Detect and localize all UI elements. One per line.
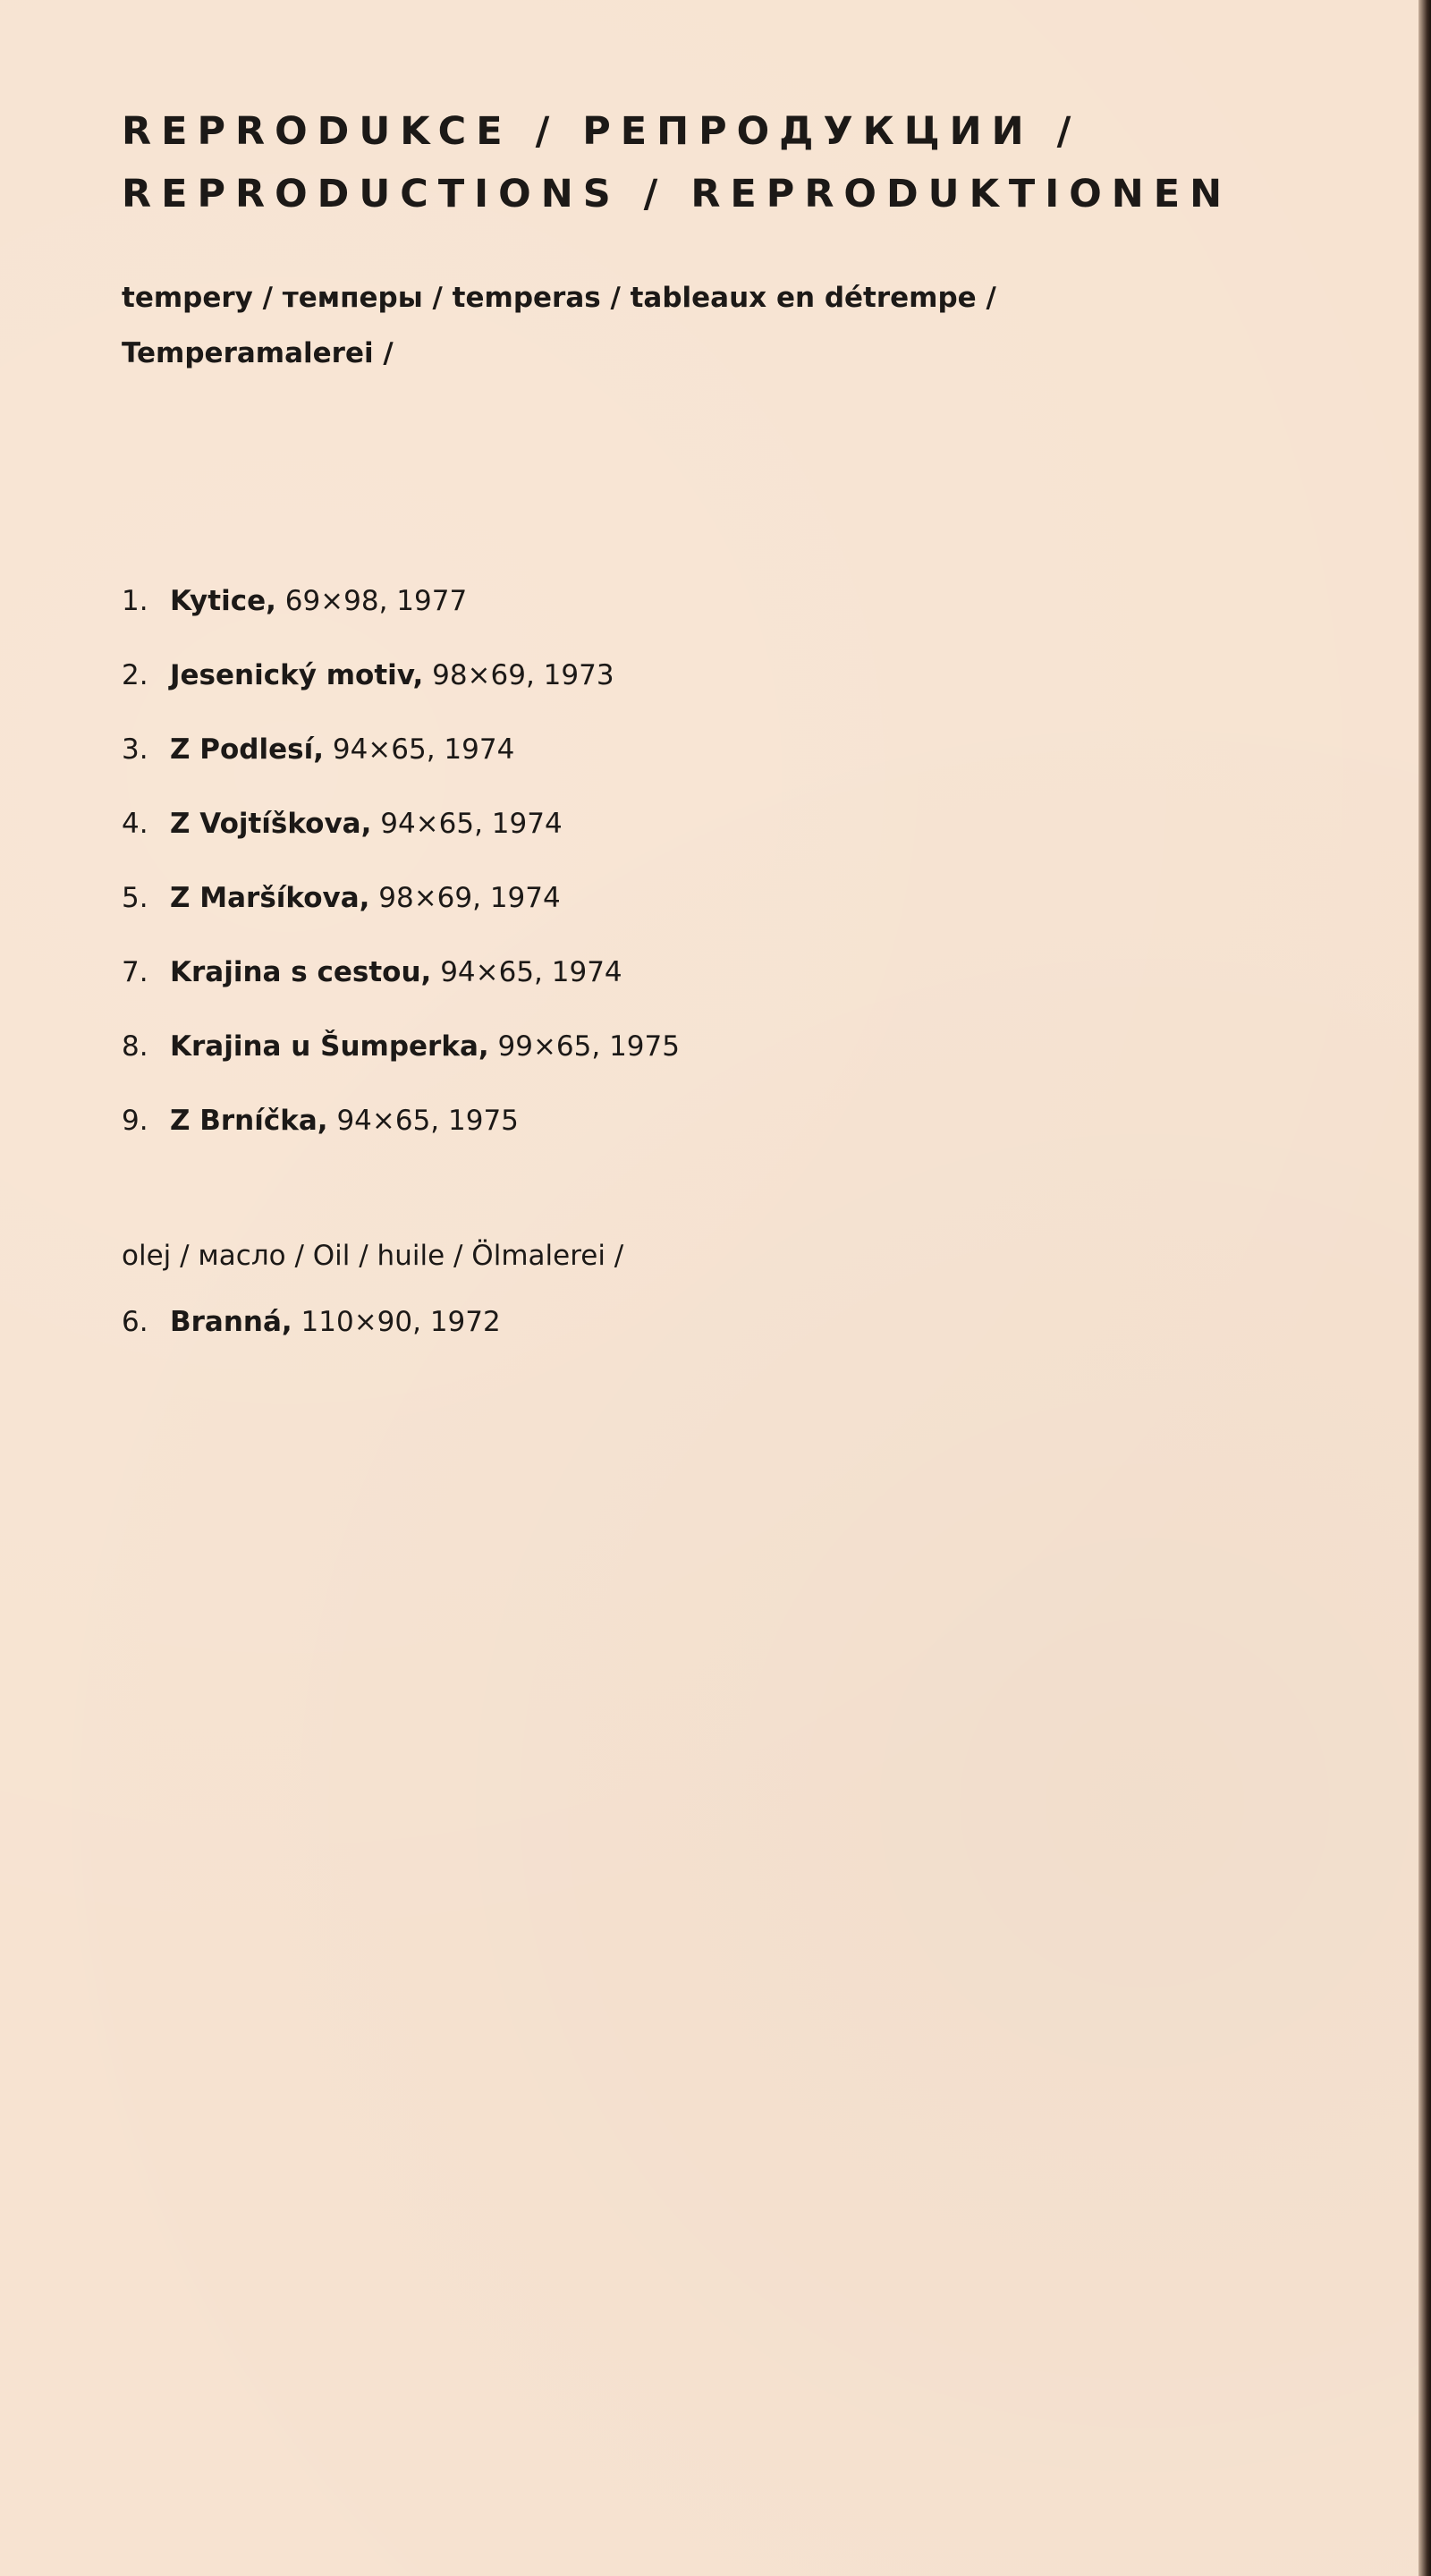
item-number: 8. — [122, 1030, 148, 1063]
item-details: 94×65, 1974 — [332, 733, 515, 766]
title-line-1: REPRODUKCE / РЕПРОДУКЦИИ / — [122, 109, 1081, 154]
item-details: 99×65, 1975 — [497, 1030, 680, 1063]
subheading-line-1: tempery / темперы / temperas / tableaux en détrempe / — [122, 282, 996, 314]
item-title: Jesenický motiv, — [170, 659, 424, 691]
list-item — [122, 804, 680, 878]
item-number: 3. — [122, 733, 148, 766]
item-details: 94×65, 1975 — [336, 1105, 519, 1137]
page-title — [122, 100, 1232, 225]
item-title: Z Vojtíškova, — [170, 808, 372, 840]
oil-category-heading: olej / масло / Oil / huile / Ölmalerei / — [122, 1240, 624, 1272]
item-title: Z Podlesí, — [170, 733, 324, 766]
item-number: 5. — [122, 882, 148, 914]
item-title: Z Maršíkova, — [170, 882, 370, 914]
item-title: Z Brníčka, — [170, 1105, 328, 1137]
oil-list — [122, 1302, 501, 1342]
item-title: Krajina s cestou, — [170, 956, 432, 988]
item-number: 6. — [122, 1306, 148, 1338]
item-number: 4. — [122, 808, 148, 840]
item-details: 69×98, 1977 — [284, 585, 468, 617]
page-edge — [1418, 0, 1431, 2576]
item-title: Branná, — [170, 1306, 292, 1338]
item-details: 94×65, 1974 — [440, 956, 622, 988]
list-item — [122, 1027, 680, 1101]
item-number: 2. — [122, 659, 148, 691]
tempera-category-heading — [122, 270, 996, 381]
list-item — [122, 878, 680, 953]
list-item — [122, 1101, 680, 1175]
tempera-list — [122, 581, 680, 1175]
list-item — [122, 656, 680, 730]
item-number: 9. — [122, 1105, 148, 1137]
item-details: 110×90, 1972 — [301, 1306, 501, 1338]
list-item — [122, 953, 680, 1027]
item-number: 1. — [122, 585, 148, 617]
item-title: Kytice, — [170, 585, 276, 617]
title-line-2: REPRODUCTIONS / REPRODUKTIONEN — [122, 172, 1232, 216]
item-details: 94×65, 1974 — [380, 808, 563, 840]
list-item — [122, 730, 680, 804]
item-details: 98×69, 1974 — [378, 882, 561, 914]
list-item — [122, 1302, 501, 1342]
list-item — [122, 581, 680, 656]
subheading-line-2: Temperamalerei / — [122, 337, 394, 369]
item-number: 7. — [122, 956, 148, 988]
item-title: Krajina u Šumperka, — [170, 1030, 489, 1063]
item-details: 98×69, 1973 — [432, 659, 614, 691]
